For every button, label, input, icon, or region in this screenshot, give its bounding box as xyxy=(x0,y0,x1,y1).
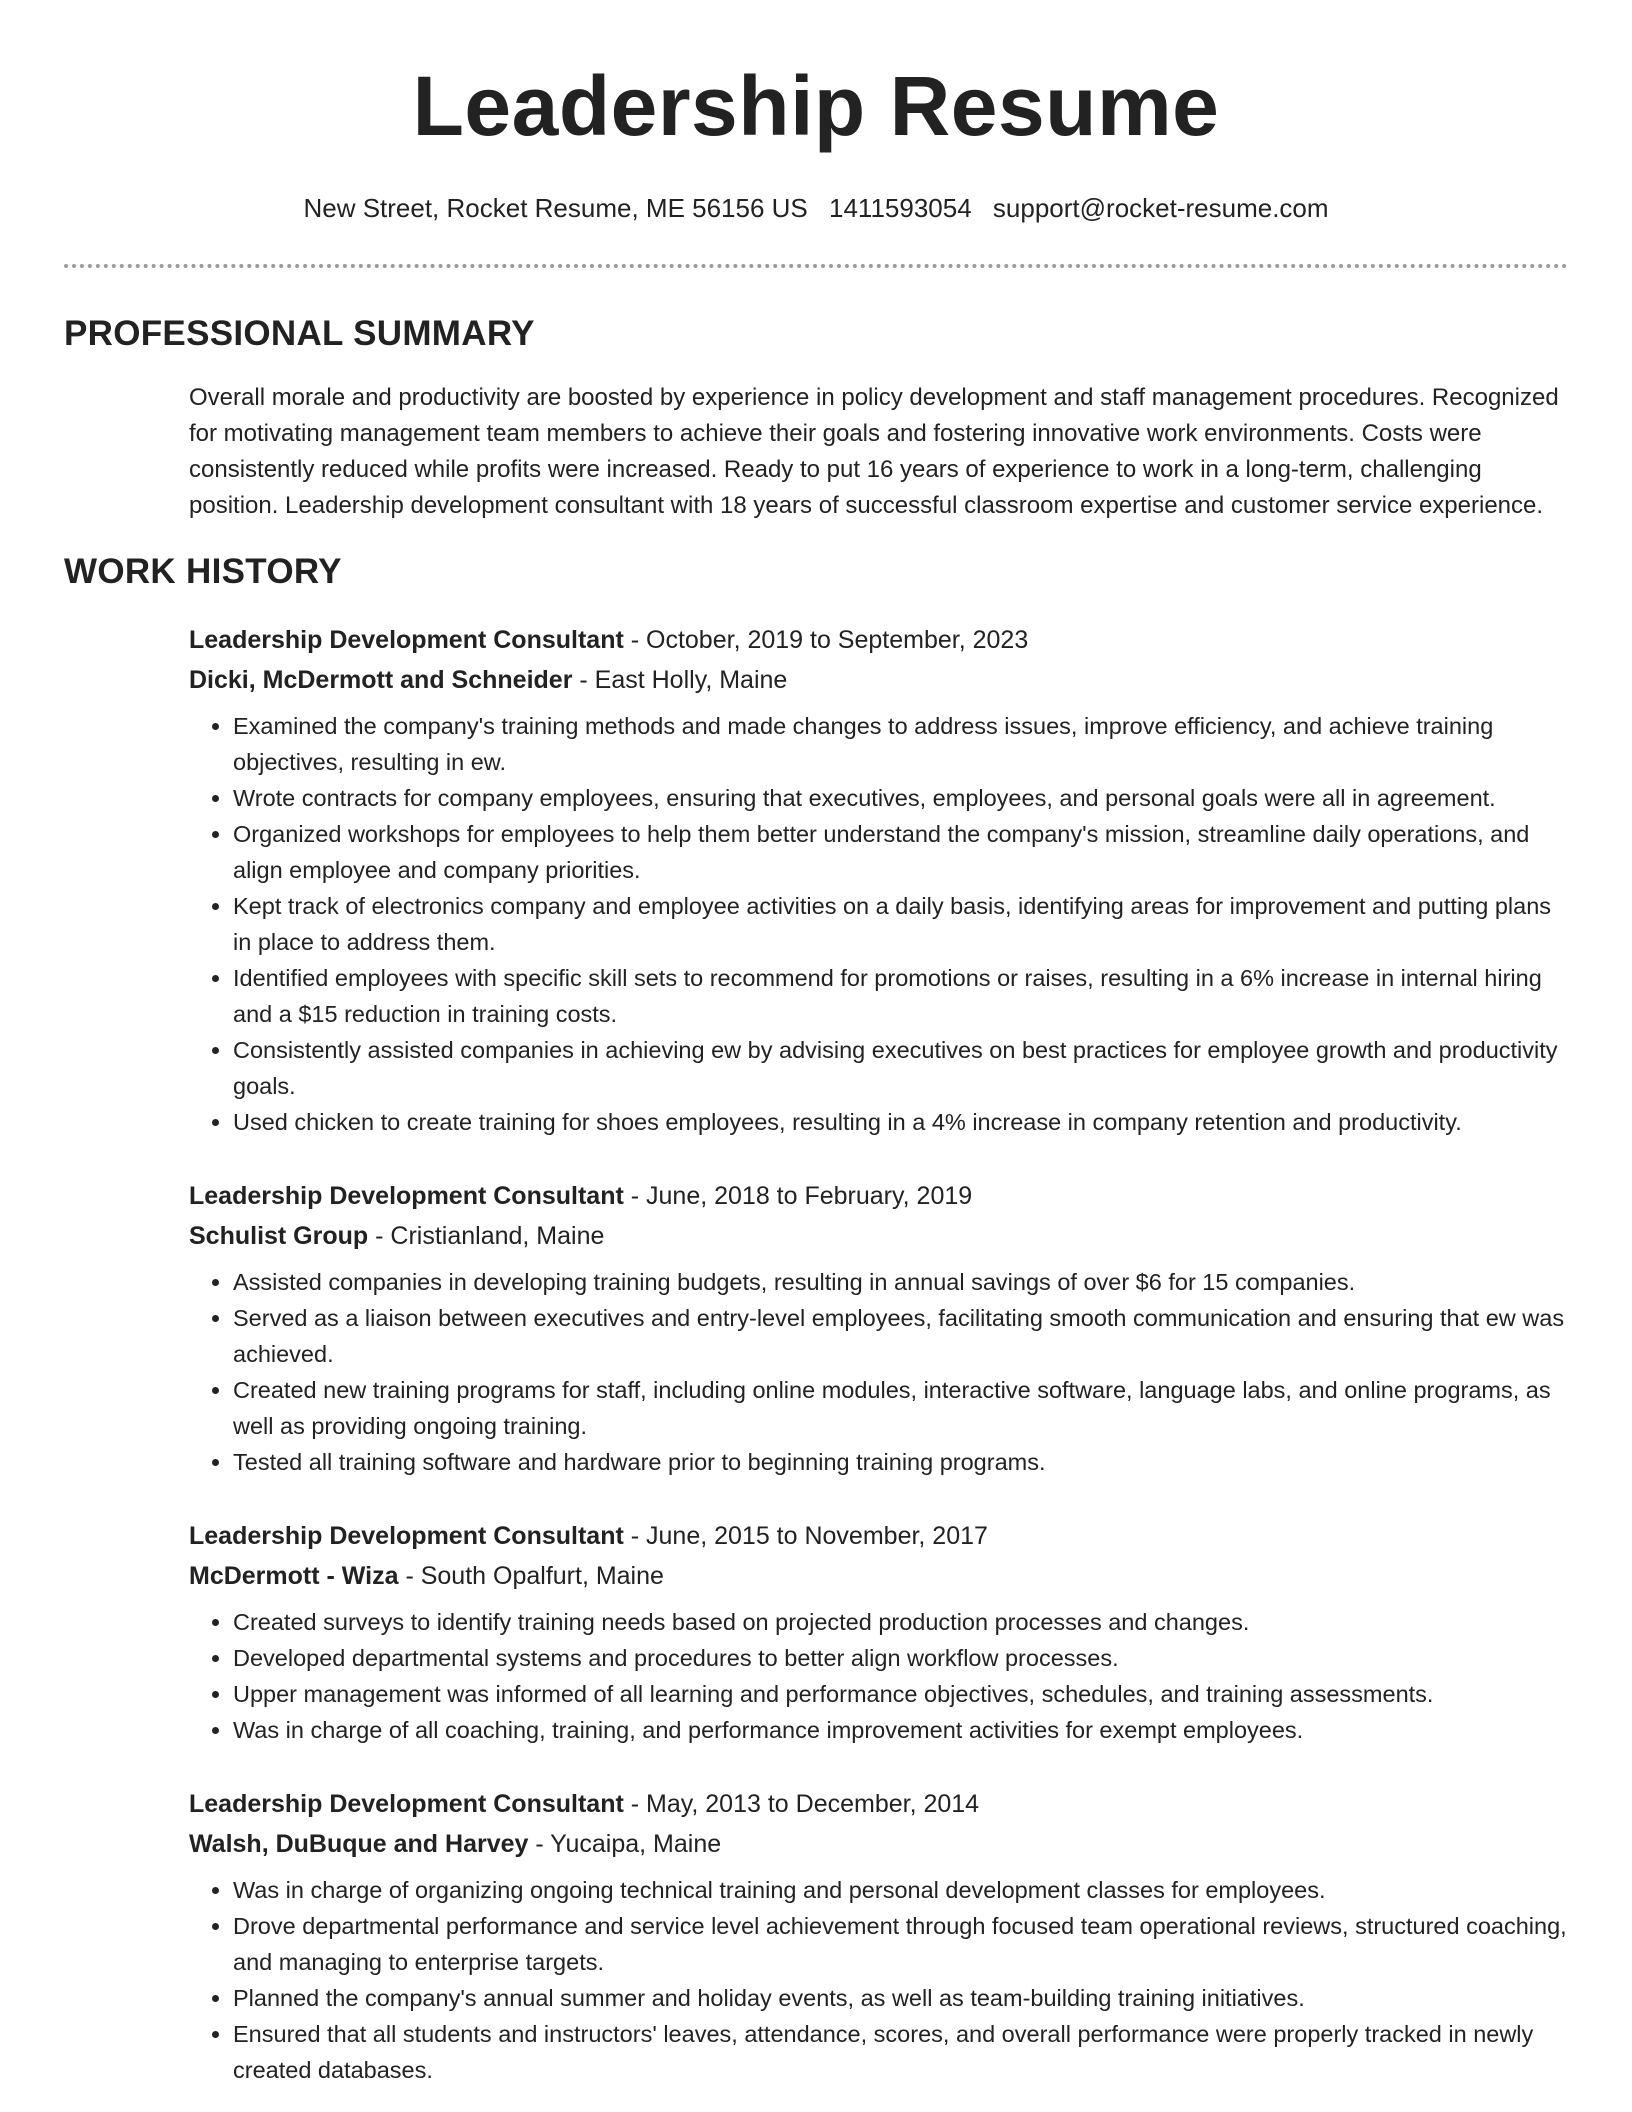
job-bullet: • Developed departmental systems and procedures to better align workflow processes. xyxy=(233,1640,1568,1676)
job-dates: - October, 2019 to September, 2023 xyxy=(623,626,1029,654)
job-role: Leadership Development Consultant xyxy=(189,1522,624,1550)
job-bullet: • Identified employees with specific skill sets to recommend for promotions or raises, resulting in a 6% increase in internal hiring and a $15 reduction in training costs. xyxy=(233,960,1568,1032)
job-company-line xyxy=(189,1824,1568,1864)
job-dates: - June, 2018 to February, 2019 xyxy=(623,1182,973,1210)
job-bullet: • Assisted companies in developing training budgets, resulting in annual savings of over $6 for 15 companies. xyxy=(233,1264,1568,1300)
work-history-heading: WORK HISTORY xyxy=(64,552,342,591)
summary-text: Overall morale and productivity are boosted by experience in policy development and staff management procedures. Recognized for motivating management team members to achieve their goals and fostering innovative work environments. Costs were consistently reduced while profits were increased. Ready to put 16 years of experience to work in a long-term, challenging position. Leadership development consultant with 18 years of successful classroom expertise and customer service experience. xyxy=(189,384,1559,519)
resume-header xyxy=(0,0,1632,224)
job-title-line xyxy=(189,620,1568,660)
job-bullet: • Planned the company's annual summer and holiday events, as well as team-building training initiatives. xyxy=(233,1980,1568,2016)
job-entry xyxy=(189,1784,1568,2088)
job-bullets xyxy=(189,1604,1568,1748)
job-title-line xyxy=(189,1176,1568,1216)
job-bullet: • Was in charge of all coaching, training, and performance improvement activities for exempt employees. xyxy=(233,1712,1568,1748)
job-role: Leadership Development Consultant xyxy=(189,626,624,654)
job-location: - Yucaipa, Maine xyxy=(528,1830,722,1858)
summary-heading: PROFESSIONAL SUMMARY xyxy=(64,314,535,353)
job-company: Schulist Group xyxy=(189,1222,369,1250)
job-location: - South Opalfurt, Maine xyxy=(398,1562,664,1590)
job-company: Walsh, DuBuque and Harvey xyxy=(189,1830,529,1858)
resume-name: Leadership Resume xyxy=(412,59,1220,153)
job-entry xyxy=(189,1516,1568,1748)
job-bullet: • Created new training programs for staff, including online modules, interactive software, language labs, and online programs, as well as providing ongoing training. xyxy=(233,1372,1568,1444)
job-bullet: • Drove departmental performance and service level achievement through focused team operational reviews, structured coaching, and managing to enterprise targets. xyxy=(233,1908,1568,1980)
contact-line xyxy=(0,192,1632,224)
job-bullet: • Kept track of electronics company and employee activities on a daily basis, identifying areas for improvement and putting plans in place to address them. xyxy=(233,888,1568,960)
job-bullet: • Created surveys to identify training needs based on projected production processes and changes. xyxy=(233,1604,1568,1640)
job-entry xyxy=(189,620,1568,1140)
job-bullet: • Ensured that all students and instructors' leaves, attendance, scores, and overall performance were properly tracked in newly created databases. xyxy=(233,2016,1568,2088)
contact-phone: 1411593054 xyxy=(829,193,972,223)
job-bullets xyxy=(189,708,1568,1140)
job-company: McDermott - Wiza xyxy=(189,1562,399,1590)
job-title-line xyxy=(189,1516,1568,1556)
job-bullets xyxy=(189,1264,1568,1480)
job-location: - East Holly, Maine xyxy=(572,666,788,694)
job-role: Leadership Development Consultant xyxy=(189,1182,624,1210)
job-company-line xyxy=(189,660,1568,700)
job-bullet: • Examined the company's training methods and made changes to address issues, improve efficiency, and achieve training objectives, resulting in ew. xyxy=(233,708,1568,780)
job-dates: - June, 2015 to November, 2017 xyxy=(623,1522,988,1550)
job-company: Dicki, McDermott and Schneider xyxy=(189,666,573,694)
header-divider xyxy=(64,264,1568,268)
job-bullet: • Upper management was informed of all learning and performance objectives, schedules, and training assessments. xyxy=(233,1676,1568,1712)
job-bullet: • Was in charge of organizing ongoing technical training and personal development classes for employees. xyxy=(233,1872,1568,1908)
job-dates: - May, 2013 to December, 2014 xyxy=(623,1790,980,1818)
job-bullets xyxy=(189,1872,1568,2088)
job-title-line xyxy=(189,1784,1568,1824)
contact-email: support@rocket-resume.com xyxy=(992,193,1329,223)
job-bullet: • Wrote contracts for company employees, ensuring that executives, employees, and personal goals were all in agreement. xyxy=(233,780,1568,816)
job-bullet: • Consistently assisted companies in achieving ew by advising executives on best practices for employee growth and productivity goals. xyxy=(233,1032,1568,1104)
job-company-line xyxy=(189,1216,1568,1256)
job-bullet: • Tested all training software and hardware prior to beginning training programs. xyxy=(233,1444,1568,1480)
job-bullet: • Used chicken to create training for shoes employees, resulting in a 4% increase in company retention and productivity. xyxy=(233,1104,1568,1140)
job-company-line xyxy=(189,1556,1568,1596)
job-location: - Cristianland, Maine xyxy=(368,1222,605,1250)
contact-address: New Street, Rocket Resume, ME 56156 US xyxy=(303,193,808,223)
job-bullet: • Organized workshops for employees to help them better understand the company's mission, streamline daily operations, and align employee and company priorities. xyxy=(233,816,1568,888)
job-role: Leadership Development Consultant xyxy=(189,1790,624,1818)
job-entry xyxy=(189,1176,1568,1480)
job-bullet: • Served as a liaison between executives and entry-level employees, facilitating smooth communication and ensuring that ew was achieved. xyxy=(233,1300,1568,1372)
